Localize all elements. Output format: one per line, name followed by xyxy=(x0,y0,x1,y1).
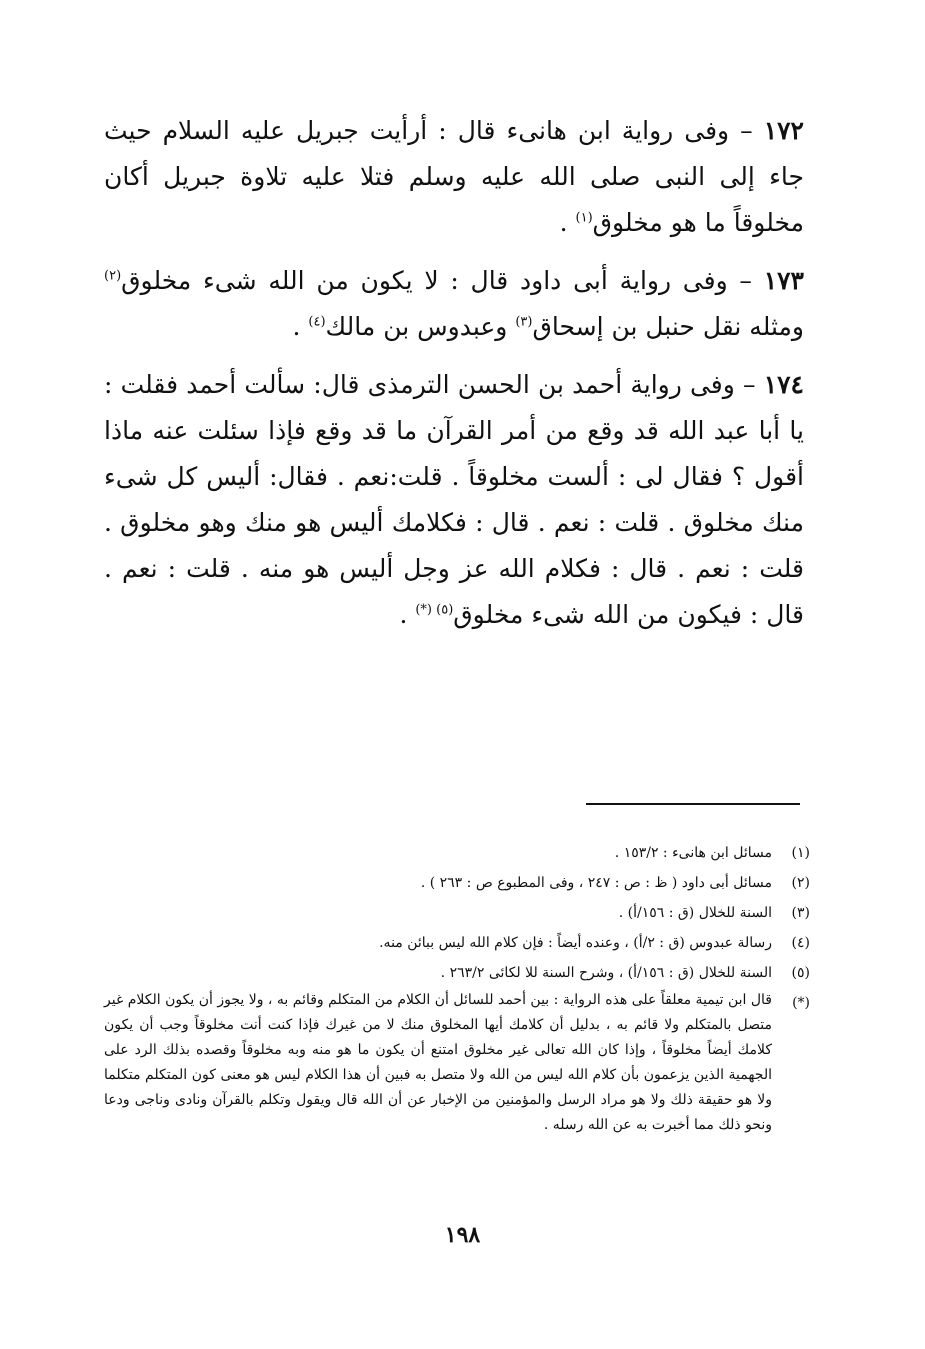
footnote-item xyxy=(104,958,810,988)
footnotes xyxy=(104,838,810,1138)
entry-173 xyxy=(104,258,804,350)
footnote-marker: (*) xyxy=(792,995,810,1011)
footnote-marker: (٥) xyxy=(791,965,810,981)
footnote-item xyxy=(104,838,810,868)
entry-text: – وفى رواية ابن هانىء قال : أرأيت جبريل عليه السلام حيث جاء إلى النبى صلى الله عليه وسلم فتلا عليه تلاوة جبريل أكان مخلوقاً ما هو مخلوق xyxy=(104,116,804,237)
entry-paragraph xyxy=(104,362,804,638)
footnote-ref: (٥) (*) xyxy=(415,602,454,618)
footnote-text: قال ابن تيمية معلقاً على هذه الرواية : بين أحمد للسائل أن الكلام من المتكلم وقائم به ، ولا يجوز أن يكون الكلام غير متصل بالمتكلم ولا قائم به ، بدليل أن كلامك أيها المخلوق منك لا من غيرك فإذا كنت أنت مخلوقاً وجب أن يكون كلامك أيضاً مخلوقاً ، وإذا كان الله تعالى غير مخلوق امتنع أن يكون ما هو منه وبه مخلوقاً وقصده بذلك الرد على الجهمية الذين يزعمون بأن كلام الله ليس من الله ولا متصل به فبين أن هذا الكلام ليس هو معنى كون المتكلم متكلما ولا هو حقيقة ذلك ولا هو مراد الرسل والمؤمنين من الإخبار عن أن الله قال ويقول وتكلم بالقرآن ونادى وناجى ودعا ونحو ذلك مما أخبرت به عن الله رسله . xyxy=(104,992,772,1133)
entry-text: – وفى رواية أحمد بن الحسن الترمذى قال: سألت أحمد فقلت : يا أبا عبد الله قد وقع من أمر القرآن ما قد وقع فإذا سئلت عنه ماذا أقول ؟ فقال لى : ألست مخلوقاً . قلت:نعم . فقال: أليس كل شىء منك مخلوق . قلت : نعم . قال : فكلامك أليس هو منك وهو مخلوق . قلت : نعم . قال : فكلام الله عز وجل أليس هو منه . قلت : نعم . قال : فيكون من الله شىء مخلوق xyxy=(104,370,804,629)
footnote-item xyxy=(104,988,810,1138)
footnote-text: مسائل ابن هانىء : ١٥٣/٢ . xyxy=(614,845,772,861)
entry-tail: . xyxy=(399,600,416,629)
footnote-text: رسالة عبدوس (ق : ٢/أ) ، وعنده أيضاً : فإن كلام الله ليس ببائن منه. xyxy=(379,935,772,951)
footnote-marker: (٢) xyxy=(791,875,810,891)
entry-text: وعبدوس بن مالك xyxy=(325,312,516,341)
footnote-item xyxy=(104,898,810,928)
entry-tail: . xyxy=(292,312,309,341)
footnote-divider xyxy=(586,803,800,805)
entry-tail: . xyxy=(559,208,576,237)
footnote-ref: (٢) xyxy=(104,268,122,284)
footnote-item xyxy=(104,928,810,958)
entry-paragraph xyxy=(104,108,804,246)
entry-number: ١٧٤ xyxy=(763,370,804,399)
entry-text: – وفى رواية أبى داود قال : لا يكون من الله شىء مخلوق xyxy=(121,266,752,295)
footnote-text: السنة للخلال (ق : ١٥٦/أ) ، وشرح السنة للا لكائى ٢٦٣/٢ . xyxy=(440,965,772,981)
entry-172 xyxy=(104,108,804,246)
footnote-text: مسائل أبى داود ( ظ : ص : ٢٤٧ ، وفى المطبوع ص : ٢٦٣ ) . xyxy=(420,875,772,891)
page-number: ١٩٨ xyxy=(444,1222,481,1248)
footnote-ref: (٣) xyxy=(515,314,533,330)
main-text xyxy=(104,108,804,650)
entry-paragraph xyxy=(104,258,804,350)
footnote-marker: (٤) xyxy=(791,935,810,951)
footnote-item xyxy=(104,868,810,898)
entry-174 xyxy=(104,362,804,638)
footnote-ref: (١) xyxy=(575,210,593,226)
footnote-marker: (١) xyxy=(791,845,810,861)
footnote-ref: (٤) xyxy=(308,314,326,330)
entry-number: ١٧٣ xyxy=(763,266,804,295)
footnote-text: السنة للخلال (ق : ١٥٦/أ) . xyxy=(618,905,772,921)
entry-number: ١٧٢ xyxy=(763,116,804,145)
entry-text: ومثله نقل حنبل بن إسحاق xyxy=(532,312,804,341)
footnote-marker: (٣) xyxy=(791,905,810,921)
